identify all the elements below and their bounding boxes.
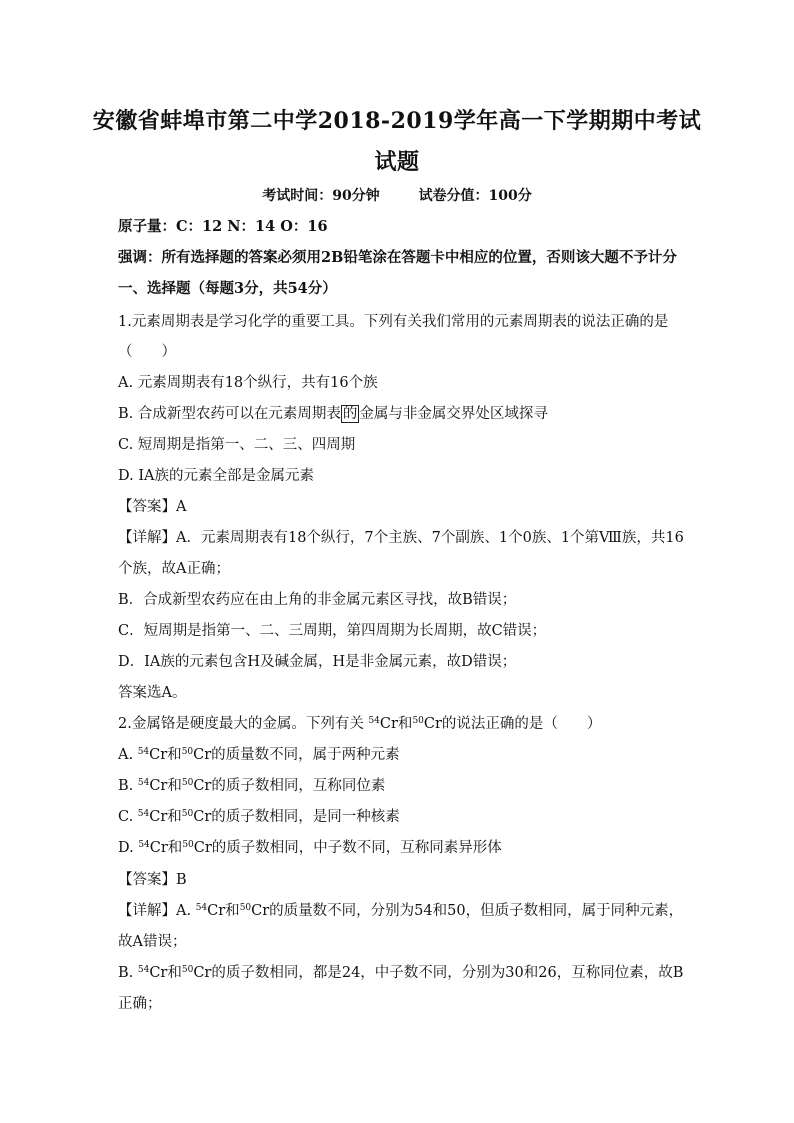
q2-option-c-mid: Cr和 bbox=[149, 809, 182, 825]
q2-option-d-label: D. bbox=[118, 840, 134, 856]
q2-detail-b bbox=[118, 963, 683, 983]
q2-option-b-label: B. bbox=[118, 778, 134, 794]
exam-score: 试卷分值：100分 bbox=[418, 188, 532, 204]
q2-detail-a-mid: Cr和 bbox=[207, 903, 240, 919]
q1-option-b bbox=[118, 404, 548, 424]
q2-option-c-label: C. bbox=[118, 809, 134, 825]
q2-option-d-text: Cr的质子数相同，中子数不同，互称同素异形体 bbox=[193, 840, 502, 856]
q1-option-a: A. 元素周期表有18个纵行，共有16个族 bbox=[118, 375, 378, 391]
mass-number-50: 50 bbox=[239, 903, 252, 913]
q2-detail-b-text: Cr的质子数相同，都是24，中子数不同，分别为30和26，互称同位素，故B bbox=[193, 965, 684, 981]
q1-detail: 【详解】A．元素周期表有18个纵行，7个主族、7个副族、1个0族、1个第Ⅷ族，共16 bbox=[118, 530, 684, 546]
mass-number-50: 50 bbox=[182, 840, 194, 850]
q2-option-d bbox=[118, 838, 502, 858]
q1-option-b-boxed: 的 bbox=[342, 406, 358, 422]
q2-stem-pre: 2.金属铬是硬度最大的金属。下列有关 bbox=[118, 716, 364, 732]
q2-option-a bbox=[118, 745, 400, 765]
mass-number-54: 54 bbox=[137, 747, 150, 757]
q2-detail-b-cont: 正确； bbox=[118, 996, 162, 1012]
q1-detail-c: C．短周期是指第一、二、三周期，第四周期为长周期，故C错误； bbox=[118, 623, 547, 639]
mass-number-50: 50 bbox=[181, 747, 194, 757]
q2-option-d-mid: Cr和 bbox=[149, 840, 183, 856]
q2-option-a-mid: Cr和 bbox=[149, 747, 182, 763]
q1-stem: 1.元素周期表是学习化学的重要工具。下列有关我们常用的元素周期表的说法正确的是 bbox=[118, 314, 669, 330]
exam-meta bbox=[0, 185, 794, 205]
q2-option-b-text: Cr的质子数相同，互称同位素 bbox=[193, 778, 386, 794]
mass-number-50: 50 bbox=[181, 778, 194, 788]
q2-option-c-text: Cr的质子数相同，是同一种核素 bbox=[193, 809, 400, 825]
page-title: 安徽省蚌埠市第二中学2018-2019学年高一下学期期中考试 bbox=[92, 108, 702, 134]
page-title-cont: 试题 bbox=[374, 149, 420, 175]
q2-option-c bbox=[118, 807, 400, 827]
exam-time: 考试时间：90分钟 bbox=[262, 188, 380, 204]
q2-detail-b-mid: Cr和 bbox=[149, 965, 182, 981]
q2-detail-a-text: Cr的质量数不同，分别为54和50，但质子数相同，属于同种元素， bbox=[251, 903, 684, 919]
q1-detail-cont: 个族，故A正确； bbox=[118, 561, 230, 577]
q2-stem-mid: Cr和 bbox=[379, 716, 413, 732]
q2-detail-b-label: B. bbox=[118, 965, 134, 981]
q1-answer: 【答案】A bbox=[118, 499, 187, 515]
q2-answer: 【答案】B bbox=[118, 872, 187, 888]
q1-detail-d: D．ⅠA族的元素包含H及碱金属，H是非金属元素，故D错误； bbox=[118, 654, 517, 670]
mass-number-54: 54 bbox=[195, 903, 208, 913]
q2-stem bbox=[118, 714, 601, 734]
q1-option-b-pre: B. 合成新型农药可以在元素周期表 bbox=[118, 406, 341, 422]
q2-option-a-label: A. bbox=[118, 747, 134, 763]
q2-detail-a bbox=[118, 901, 683, 921]
q2-detail-a-cont: 故A错误； bbox=[118, 934, 187, 950]
q1-option-b-post: 金属与非金属交界处区域探寻 bbox=[359, 406, 548, 422]
mass-number-54: 54 bbox=[138, 840, 150, 850]
q2-option-b-mid: Cr和 bbox=[149, 778, 182, 794]
mass-number-54: 54 bbox=[137, 809, 150, 819]
section-heading: 一、选择题（每题3分，共54分） bbox=[118, 280, 337, 297]
q2-stem-post: Cr的说法正确的是（ ） bbox=[423, 716, 602, 732]
mass-number-54: 54 bbox=[137, 965, 150, 975]
q2-option-b bbox=[118, 776, 385, 796]
atomic-mass: 原子量：C：12 N：14 O：16 bbox=[118, 218, 328, 235]
q1-conclusion: 答案选A。 bbox=[118, 685, 187, 701]
mass-number-54: 54 bbox=[368, 716, 380, 726]
exam-note: 强调：所有选择题的答案必须用2B铅笔涂在答题卡中相应的位置，否则该大题不予计分 bbox=[118, 249, 677, 266]
q1-option-c: C. 短周期是指第一、二、三、四周期 bbox=[118, 437, 356, 453]
q1-option-d: D. IA族的元素全部是金属元素 bbox=[118, 468, 315, 484]
mass-number-50: 50 bbox=[412, 716, 424, 726]
q1-paren: （ ） bbox=[118, 344, 176, 360]
q2-detail-a-label: 【详解】A. bbox=[118, 903, 192, 919]
q2-option-a-text: Cr的质量数不同，属于两种元素 bbox=[193, 747, 400, 763]
q1-detail-b: B．合成新型农药应在由上角的非金属元素区寻找，故B错误； bbox=[118, 592, 517, 608]
mass-number-50: 50 bbox=[181, 809, 194, 819]
mass-number-50: 50 bbox=[181, 965, 194, 975]
mass-number-54: 54 bbox=[137, 778, 150, 788]
